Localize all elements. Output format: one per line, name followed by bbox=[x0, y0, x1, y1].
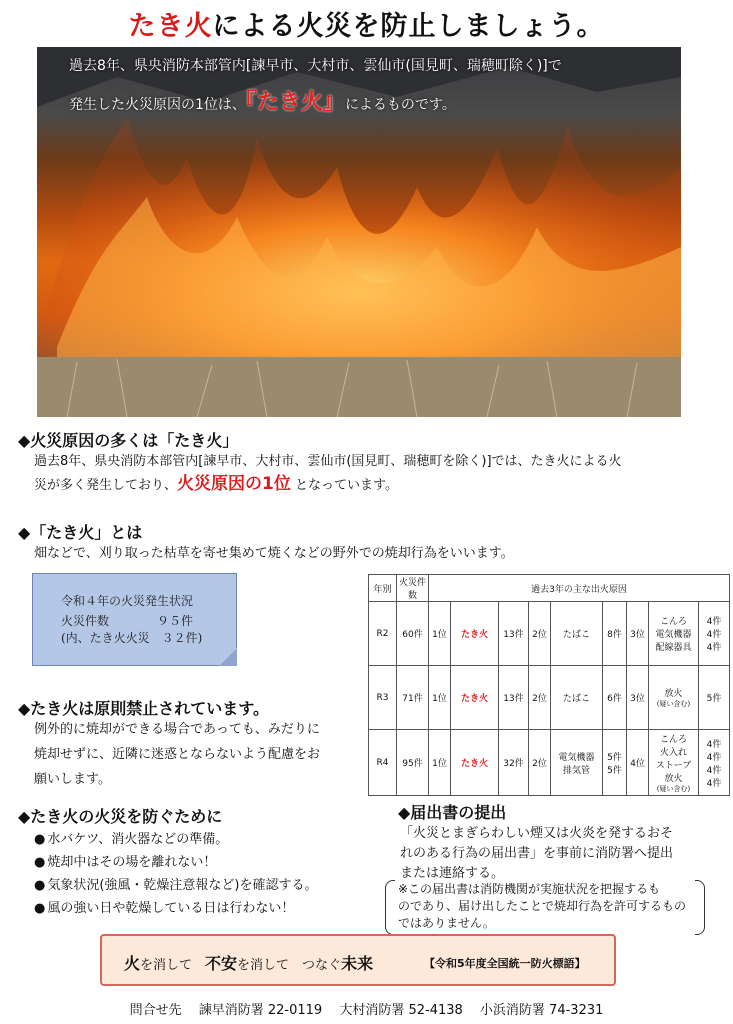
notification-disclaimer: ※この届出書は消防機関が実施状況を把握するも のであり、届け出したことで焼却行為を許可するもの ではありません。 bbox=[398, 882, 687, 930]
note-title: 令和４年の火災発生状況 bbox=[61, 594, 194, 608]
section-heading-definition: ◆「たき火」とは bbox=[18, 523, 143, 542]
table-row: R2 60件 1位 たき火 13件 2位 たばこ 8件 3位 こんろ 電気機器 配線器具 4件 4件 4件 bbox=[369, 602, 730, 666]
slogan-scroll bbox=[100, 934, 616, 986]
note-line1: 火災件数 ９５件 bbox=[61, 614, 194, 628]
section-text-notification: 「火災とまぎらわしい煙又は火炎を発するおそ れのある行為の届出書」を事前に消防署へ提出 または連絡する。 bbox=[400, 826, 674, 881]
bonfire-photo bbox=[37, 47, 681, 417]
section-text-definition: 畑などで、刈り取った枯草を寄せ集めて焼くなどの野外での焼却行為をいいます。 bbox=[34, 546, 514, 561]
section-heading-notification: ◆届出書の提出 bbox=[398, 803, 507, 822]
table-row: R4 95件 1位 たき火 32件 2位 電気機器 排気管 5件 5件 4位 こんろ 火入れ ストーブ 放火 (疑い含む) 4件 4件 4件 4件 bbox=[369, 730, 730, 796]
list-item: ● 風の強い日や乾燥している日は行わない！ bbox=[34, 897, 318, 920]
photo-caption-line2: 発生した火災原因の1位は、『たき火』によるものです。 bbox=[69, 90, 456, 115]
note-line2: (内、たき火火災 ３２件) bbox=[61, 631, 203, 645]
list-item: ● 焼却中はその場を離れない！ bbox=[34, 851, 318, 874]
section-heading-prevention: ◆たき火の火災を防ぐために bbox=[18, 807, 223, 826]
prevention-list bbox=[34, 828, 318, 920]
list-item: ● 水バケツ、消火器などの準備。 bbox=[34, 828, 318, 851]
slogan-label: 【令和5年度全国統一防火標語】 bbox=[424, 957, 586, 970]
page-title bbox=[0, 4, 733, 43]
contact-footer: 問合せ先 諫早消防署 22-0119 大村消防署 52-4138 小浜消防署 74-3231 bbox=[129, 1003, 604, 1018]
slogan-text: 火を消して 不安を消して つなぐ未来 bbox=[124, 954, 374, 973]
section-text-causes: 過去8年、県央消防本部管内[諫早市、大村市、雲仙市(国見町、瑞穂町を除く)]では、たき火による火 災が多く発生しており、火災原因の1位 となっています。 bbox=[34, 454, 622, 494]
fire-cause-table bbox=[368, 574, 730, 796]
section-heading-prohibited: ◆たき火は原則禁止されています。 bbox=[18, 699, 270, 718]
section-heading-causes: ◆火災原因の多くは「たき火」 bbox=[18, 431, 239, 450]
title-rest: による火災を防止しましょう。 bbox=[212, 11, 605, 42]
section-text-prohibited: 例外的に焼却ができる場合であっても、みだりに 焼却せずに、近隣に迷惑とならないよう配慮をお 願いします。 bbox=[34, 722, 321, 787]
list-item: ● 気象状況(強風・乾燥注意報など)を確認する。 bbox=[34, 874, 318, 897]
table-header-count: 火災件数 bbox=[397, 575, 429, 602]
cause-rank-highlight: 火災原因の1位 bbox=[177, 474, 291, 494]
photo-caption-highlight: 『たき火』 bbox=[245, 90, 345, 115]
photo-caption-line1: 過去8年、県央消防本部管内[諫早市、大村市、雲仙市(国見町、瑞穂町除く)]で bbox=[69, 58, 562, 74]
statistics-note bbox=[32, 573, 237, 666]
table-row: R3 71件 1位 たき火 13件 2位 たばこ 6件 3位 放火 (疑い含む) 5件 bbox=[369, 666, 730, 730]
table-header-causes: 過去3年の主な出火原因 bbox=[429, 575, 730, 602]
note-fold-corner bbox=[219, 648, 237, 666]
table-header-year: 年別 bbox=[369, 575, 397, 602]
title-highlight: たき火 bbox=[128, 11, 213, 42]
